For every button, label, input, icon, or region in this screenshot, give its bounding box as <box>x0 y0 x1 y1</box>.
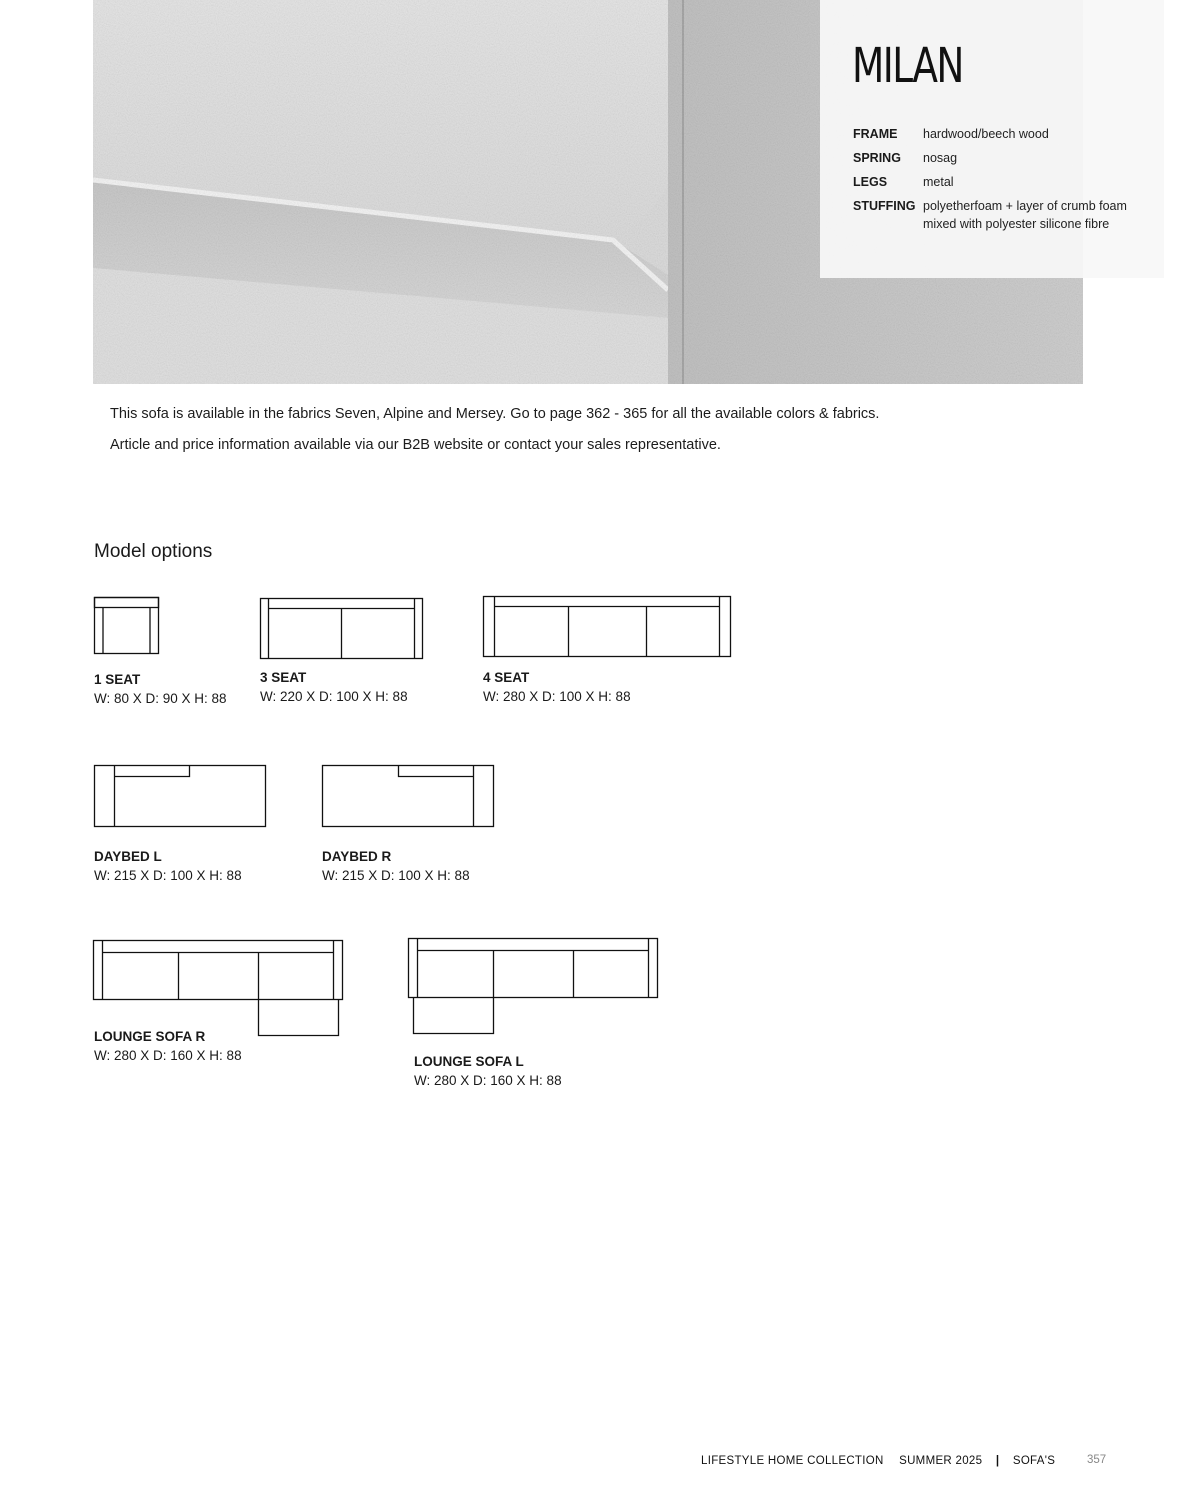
model-dims: W: 215 X D: 100 X H: 88 <box>94 868 242 883</box>
model-name: LOUNGE SOFA R <box>94 1029 206 1044</box>
model-lounge-sofa-l <box>408 938 668 1098</box>
model-lounge-sofa-r <box>93 940 353 1070</box>
hero-photo <box>93 0 1127 384</box>
spec-row-stuffing <box>853 198 1153 233</box>
model-daybed-l <box>94 765 294 885</box>
page-number: 357 <box>1087 1454 1107 1466</box>
fabrics-note: This sofa is available in the fabrics Seven, Alpine and Mersey. Go to page 362 - 365 for all the available colors & fabrics. <box>110 406 880 422</box>
model-daybed-l-diagram <box>94 765 268 828</box>
footer-separator: | <box>995 1455 1000 1467</box>
model-4-seat-diagram <box>483 596 733 658</box>
model-4-seat <box>483 596 743 706</box>
spec-list <box>853 126 1153 240</box>
model-3-seat <box>260 598 460 708</box>
model-name: LOUNGE SOFA L <box>414 1054 524 1069</box>
spec-value: nosag <box>923 151 958 165</box>
spec-value: hardwood/beech wood <box>923 127 1049 141</box>
model-dims: W: 280 X D: 160 X H: 88 <box>94 1048 242 1063</box>
model-name: DAYBED L <box>94 849 162 864</box>
footer <box>701 1455 1055 1467</box>
model-name: 3 SEAT <box>260 670 307 685</box>
model-name: DAYBED R <box>322 849 392 864</box>
spec-row-frame <box>853 126 1153 144</box>
model-1-seat <box>94 597 254 717</box>
model-dims: W: 220 X D: 100 X H: 88 <box>260 689 408 704</box>
spec-label: STUFFING <box>853 199 916 213</box>
model-lounge-sofa-r-diagram <box>93 940 345 1038</box>
model-daybed-r <box>322 765 522 885</box>
product-title: MILAN <box>852 38 963 94</box>
intro-text <box>110 404 879 466</box>
spec-row-legs <box>853 174 1153 192</box>
model-daybed-r-diagram <box>322 765 496 828</box>
footer-collection: LIFESTYLE HOME COLLECTION <box>701 1455 884 1467</box>
model-dims: W: 80 X D: 90 X H: 88 <box>94 691 227 706</box>
spec-card <box>820 0 1164 278</box>
spec-value: metal <box>923 175 954 189</box>
model-dims: W: 280 X D: 160 X H: 88 <box>414 1073 562 1088</box>
model-dims: W: 215 X D: 100 X H: 88 <box>322 868 470 883</box>
spec-label: LEGS <box>853 175 888 189</box>
model-options-heading: Model options <box>94 541 213 562</box>
model-lounge-sofa-l-diagram <box>408 938 660 1036</box>
spec-label: FRAME <box>853 127 898 141</box>
model-3-seat-diagram <box>260 598 424 660</box>
pricing-note: Article and price information available via our B2B website or contact your sales representative. <box>110 437 721 453</box>
spec-label: SPRING <box>853 151 901 165</box>
model-name: 4 SEAT <box>483 670 530 685</box>
model-name: 1 SEAT <box>94 672 141 687</box>
model-1-seat-diagram <box>94 597 160 655</box>
spec-row-spring <box>853 150 1153 168</box>
footer-category: SOFA'S <box>1012 1455 1056 1467</box>
spec-value: polyetherfoam + layer of crumb foam mixed with polyester silicone fibre <box>923 199 1127 231</box>
model-dims: W: 280 X D: 100 X H: 88 <box>483 689 631 704</box>
footer-season: SUMMER 2025 <box>899 1455 983 1467</box>
